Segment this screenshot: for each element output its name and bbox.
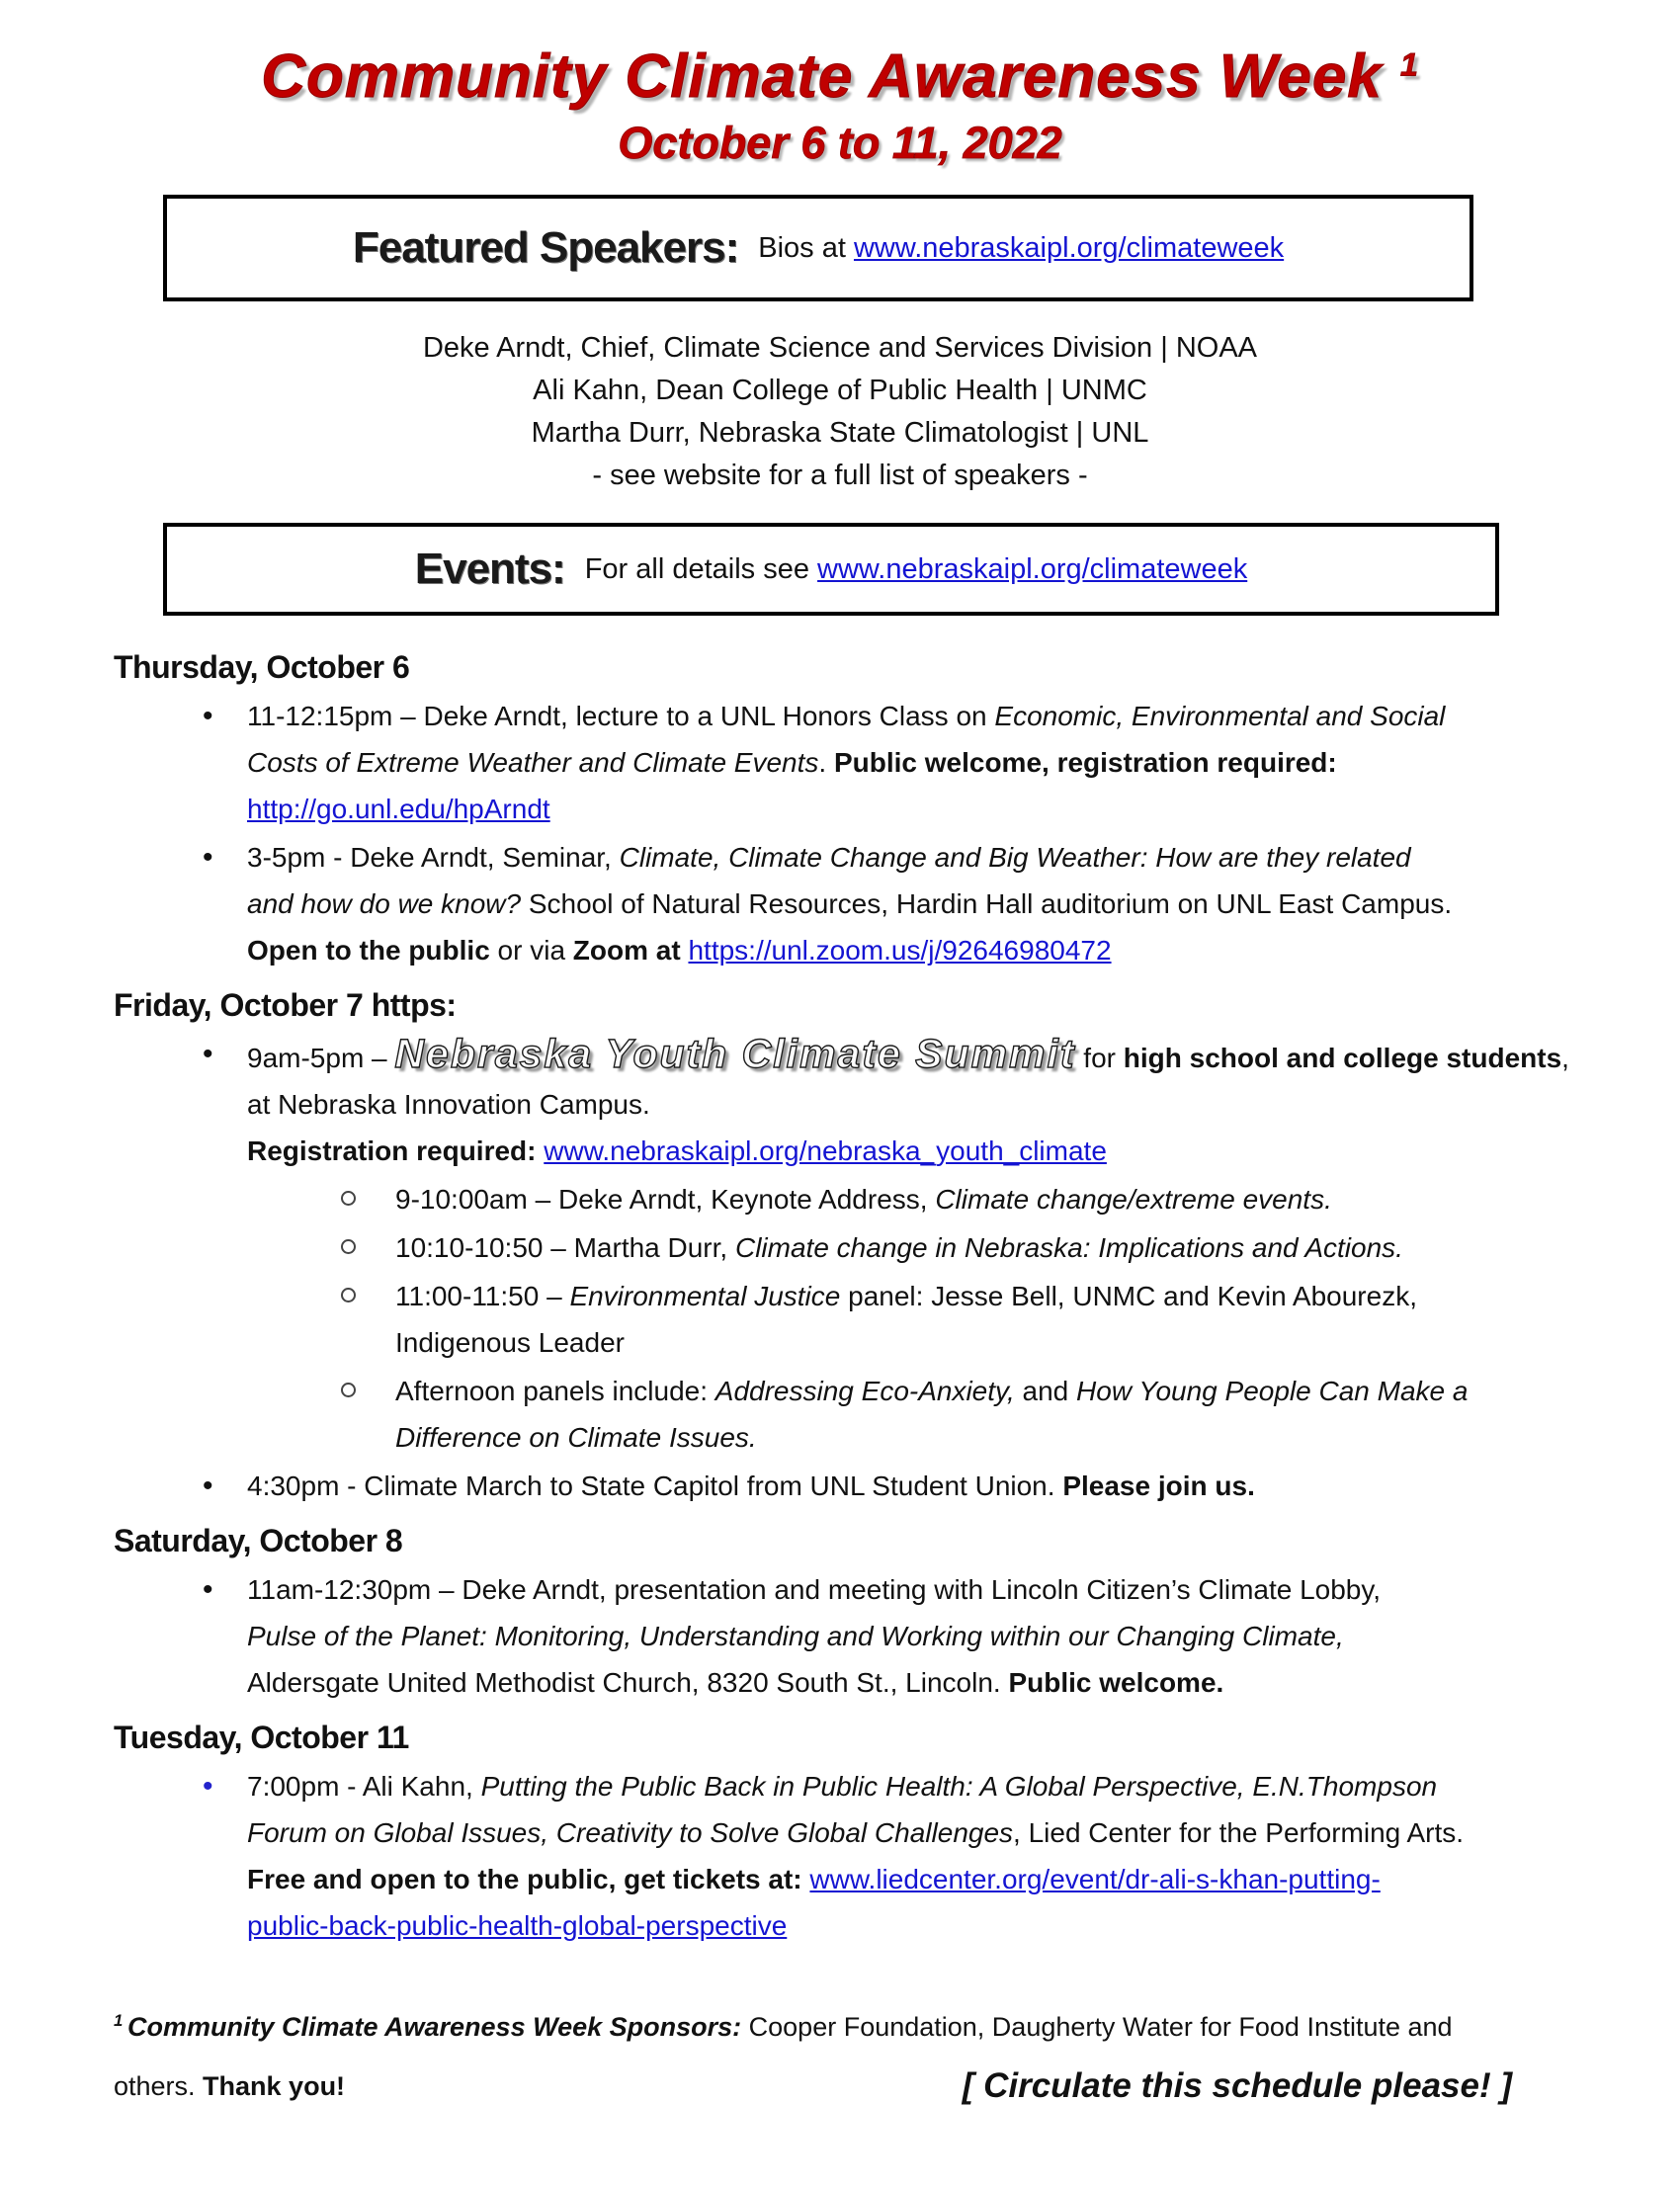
text-run: Climate, Climate Change and Big Weather: How are they related bbox=[619, 842, 1411, 873]
zoom-meeting-link[interactable]: https://unl.zoom.us/j/92646980472 bbox=[688, 935, 1112, 966]
text-run: 9-10:00am – Deke Arndt, Keynote Address, bbox=[395, 1184, 936, 1215]
text-run: Pulse of the Planet: Monitoring, Understanding and Working within our Changing Climate, bbox=[247, 1621, 1344, 1651]
title-footnote-ref: 1 bbox=[1400, 46, 1419, 83]
hparndt-registration-link[interactable]: http://go.unl.edu/hpArndt bbox=[247, 794, 550, 824]
text-run: at Nebraska Innovation Campus. bbox=[247, 1089, 650, 1120]
schedule-item bbox=[114, 1031, 1591, 1174]
text-run: Aldersgate United Methodist Church, 8320 South St., Lincoln. bbox=[247, 1667, 1009, 1698]
text-run: Registration required: bbox=[247, 1135, 537, 1166]
schedule-item-text bbox=[247, 1763, 1591, 1949]
youth-summit-title: Nebraska Youth Climate Summit bbox=[394, 1031, 1076, 1076]
text-run: Afternoon panels include: bbox=[395, 1376, 715, 1406]
text-run: 1 bbox=[114, 2011, 127, 2030]
lied-center-tickets-link[interactable]: www.liedcenter.org/event/dr-ali-s-khan-putting- bbox=[809, 1864, 1381, 1894]
circle-bullet-icon bbox=[341, 1368, 395, 1461]
text-run: and bbox=[1014, 1376, 1077, 1406]
climateweek-bios-link[interactable]: www.nebraskaipl.org/climateweek bbox=[853, 231, 1285, 264]
text-run: Zoom at bbox=[572, 935, 689, 966]
speaker-line: - see website for a full list of speakers - bbox=[592, 460, 1088, 491]
speaker-line: Martha Durr, Nebraska State Climatologist | UNL bbox=[531, 417, 1149, 449]
footer bbox=[114, 1991, 1566, 2116]
text-run: Cooper Foundation, Daugherty Water for Food Institute and bbox=[741, 2012, 1453, 2042]
day-heading: Tuesday, October 11 bbox=[114, 1720, 409, 1755]
text-run: Community Climate Awareness Week Sponsors: bbox=[126, 2012, 742, 2042]
schedule bbox=[114, 645, 1591, 1949]
header bbox=[0, 0, 1680, 169]
circle-bullet-icon bbox=[341, 1176, 395, 1222]
speaker-line: Deke Arndt, Chief, Climate Science and Services Division | NOAA bbox=[422, 332, 1258, 364]
text-run: Putting the Public Back in Public Health: A Global Perspective, E.N.Thompson bbox=[480, 1771, 1438, 1802]
page-title bbox=[0, 42, 1680, 112]
text-run: Thank you! bbox=[203, 2071, 346, 2101]
text-run: Open to the public bbox=[247, 935, 490, 966]
featured-speakers-box bbox=[163, 195, 1473, 301]
text-run: Economic, Environmental and Social bbox=[994, 701, 1446, 731]
text-run: 4:30pm - Climate March to State Capitol from UNL Student Union. bbox=[247, 1471, 1063, 1501]
schedule-item-text bbox=[395, 1273, 1591, 1366]
schedule-item-text bbox=[247, 693, 1591, 832]
text-run: 11am-12:30pm – Deke Arndt, presentation and meeting with Lincoln Citizen’s Climate Lobby, bbox=[247, 1574, 1382, 1605]
events-subtext bbox=[585, 553, 1248, 586]
schedule-item-text bbox=[395, 1368, 1591, 1461]
schedule-item bbox=[114, 1463, 1591, 1509]
text-run: Environmental Justice bbox=[569, 1281, 841, 1311]
text-run: panel: Jesse Bell, UNMC and Kevin Abourezk, bbox=[840, 1281, 1417, 1311]
speakers-list bbox=[0, 327, 1680, 497]
text-run: for bbox=[1075, 1043, 1124, 1073]
events-title: Events: bbox=[414, 545, 565, 593]
text-run: How Young People Can Make a bbox=[1076, 1376, 1469, 1406]
events-details-label: For all details see bbox=[584, 552, 818, 585]
featured-speakers-subtext bbox=[758, 232, 1284, 265]
text-run: others. bbox=[114, 2071, 204, 2101]
schedule-item bbox=[114, 693, 1591, 832]
text-run: Public welcome, registration required: bbox=[833, 747, 1337, 778]
speaker-line: Ali Kahn, Dean College of Public Health | UNMC bbox=[533, 375, 1147, 406]
featured-speakers-title: Featured Speakers: bbox=[352, 223, 739, 272]
schedule-item bbox=[114, 1763, 1591, 1949]
youth-summit-registration-link[interactable]: www.nebraskaipl.org/nebraska_youth_climate bbox=[544, 1135, 1107, 1166]
bullet-icon: • bbox=[203, 1470, 213, 1502]
bullet-icon: • bbox=[203, 841, 213, 874]
bios-at-label: Bios at bbox=[758, 231, 854, 264]
text-run: 10:10-10:50 – Martha Durr, bbox=[395, 1232, 735, 1263]
day-heading: Thursday, October 6 bbox=[114, 649, 410, 685]
text-run: School of Natural Resources, Hardin Hall auditorium on UNL East Campus. bbox=[521, 888, 1453, 919]
text-run: Please join us. bbox=[1062, 1471, 1255, 1501]
schedule-item-text bbox=[247, 1031, 1591, 1174]
text-run: , Lied Center for the Performing Arts. bbox=[1013, 1817, 1465, 1848]
schedule-item-text bbox=[247, 1566, 1591, 1706]
day-heading: Saturday, October 8 bbox=[114, 1523, 403, 1558]
text-run: Indigenous Leader bbox=[395, 1327, 625, 1358]
schedule-item-text bbox=[395, 1224, 1591, 1271]
schedule-item bbox=[114, 834, 1591, 973]
text-run: Free and open to the public, get tickets at: bbox=[247, 1864, 802, 1894]
schedule-sub-item bbox=[114, 1176, 1591, 1222]
text-run: and how do we know? bbox=[247, 888, 522, 919]
text-run: or via bbox=[489, 935, 573, 966]
bullet-icon: • bbox=[203, 1770, 213, 1803]
page-subtitle: October 6 to 11, 2022 bbox=[618, 118, 1062, 168]
events-box bbox=[163, 523, 1499, 616]
schedule-sub-item bbox=[114, 1273, 1591, 1366]
text-run: , bbox=[1561, 1043, 1569, 1073]
text-run: high school and college students bbox=[1123, 1043, 1562, 1073]
text-run: Climate change/extreme events. bbox=[935, 1184, 1332, 1215]
text-run: Forum on Global Issues, Creativity to Solve Global Challenges bbox=[247, 1817, 1014, 1848]
circle-bullet-icon bbox=[341, 1273, 395, 1366]
text-run: Climate change in Nebraska: Implications and Actions. bbox=[734, 1232, 1403, 1263]
text-run: Addressing Eco-Anxiety, bbox=[714, 1376, 1015, 1406]
text-run: 7:00pm - Ali Kahn, bbox=[247, 1771, 481, 1802]
schedule-item-text bbox=[247, 834, 1591, 973]
text-run: 9am-5pm – bbox=[247, 1043, 395, 1073]
schedule-item bbox=[114, 1566, 1591, 1706]
lied-center-tickets-link-continued[interactable]: public-back-public-health-global-perspective bbox=[247, 1910, 788, 1941]
text-run: Public welcome. bbox=[1008, 1667, 1224, 1698]
bullet-icon: • bbox=[203, 1038, 213, 1070]
text-run: Difference on Climate Issues. bbox=[395, 1422, 757, 1453]
text-run: 3-5pm - Deke Arndt, Seminar, bbox=[247, 842, 620, 873]
page-title-text: Community Climate Awareness Week bbox=[261, 42, 1401, 111]
bullet-icon: • bbox=[203, 700, 213, 732]
text-run: . bbox=[818, 747, 834, 778]
circulate-note: [ Circulate this schedule please! ] bbox=[962, 2066, 1512, 2105]
schedule-sub-item bbox=[114, 1224, 1591, 1271]
bullet-icon: • bbox=[203, 1573, 213, 1606]
text-run: Costs of Extreme Weather and Climate Events bbox=[247, 747, 819, 778]
schedule-sub-item bbox=[114, 1368, 1591, 1461]
text-run: 11-12:15pm – Deke Arndt, lecture to a UNL Honors Class on bbox=[247, 701, 995, 731]
climateweek-events-link[interactable]: www.nebraskaipl.org/climateweek bbox=[817, 552, 1248, 585]
schedule-item-text bbox=[395, 1176, 1591, 1222]
text-run: 11:00-11:50 – bbox=[395, 1281, 570, 1311]
schedule-item-text bbox=[247, 1463, 1591, 1509]
circle-bullet-icon bbox=[341, 1224, 395, 1271]
day-heading: Friday, October 7 https: bbox=[114, 987, 457, 1023]
